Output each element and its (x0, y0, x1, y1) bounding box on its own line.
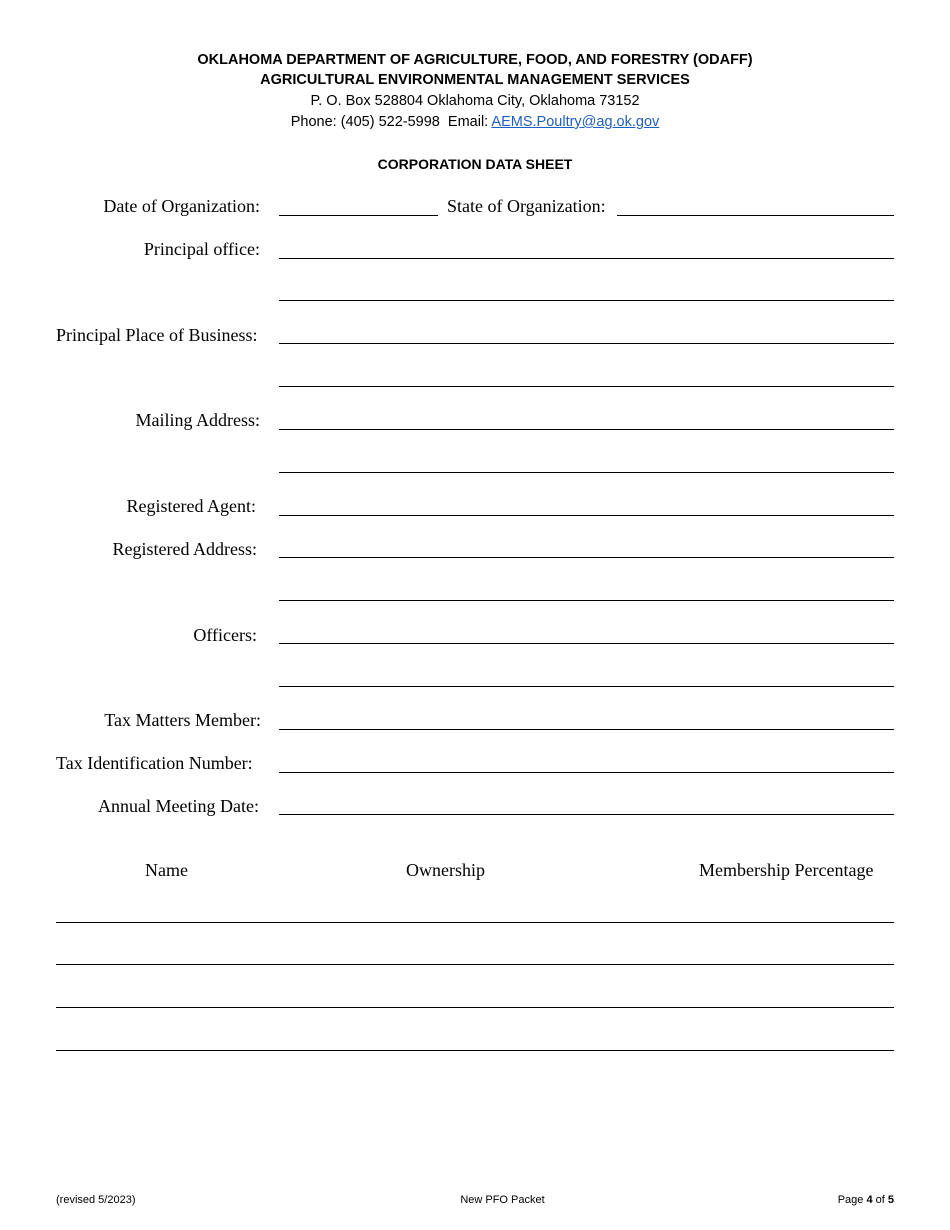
page-prefix: Page (837, 1194, 867, 1206)
date-of-organization-line[interactable] (279, 215, 438, 216)
annual-meeting-date-line[interactable] (279, 814, 894, 815)
annual-meeting-date-label: Annual Meeting Date: (98, 796, 259, 816)
agency-name: OKLAHOMA DEPARTMENT OF AGRICULTURE, FOOD, AND FORESTRY (ODAFF) (197, 52, 753, 68)
principal-place-of-business-line-1[interactable] (279, 343, 894, 344)
ownership-row-line-3[interactable] (56, 1007, 894, 1008)
registered-address-label: Registered Address: (112, 539, 257, 559)
division-name: AGRICULTURAL ENVIRONMENTAL MANAGEMENT SERVICES (260, 72, 690, 88)
principal-office-label: Principal office: (143, 239, 260, 259)
page-title: CORPORATION DATA SHEET (377, 156, 573, 172)
state-of-organization-line[interactable] (617, 215, 894, 216)
registered-address-line-2[interactable] (279, 600, 894, 601)
agency-address: P. O. Box 528804 Oklahoma City, Oklahoma 73152 (310, 93, 640, 109)
principal-office-line-2[interactable] (279, 300, 894, 301)
page-number (838, 1193, 894, 1207)
email-link[interactable]: AEMS.Poultry@ag.ok.gov (491, 114, 660, 130)
mailing-address-line-1[interactable] (279, 429, 894, 430)
registered-agent-label: Registered Agent: (126, 496, 256, 516)
state-of-organization-label: State of Organization: (447, 196, 606, 216)
tax-matters-member-line[interactable] (279, 729, 894, 730)
registered-address-line-1[interactable] (279, 557, 894, 558)
phone-text: Phone: (405) 522-5998 Email: (290, 114, 492, 130)
officers-line-2[interactable] (279, 686, 894, 687)
principal-office-line-1[interactable] (279, 258, 894, 259)
mailing-address-label: Mailing Address: (135, 410, 260, 430)
packet-name: New PFO Packet (460, 1194, 545, 1206)
ownership-row-line-1[interactable] (56, 922, 894, 923)
tax-matters-member-label: Tax Matters Member: (104, 710, 261, 730)
column-header-membership-percentage: Membership Percentage (699, 860, 874, 880)
officers-line-1[interactable] (279, 643, 894, 644)
officers-label: Officers: (193, 625, 257, 645)
ownership-row-line-4[interactable] (56, 1050, 894, 1051)
principal-place-of-business-label: Principal Place of Business: (56, 325, 258, 345)
mailing-address-line-2[interactable] (279, 472, 894, 473)
date-of-organization-label: Date of Organization: (103, 196, 260, 216)
contact-line (0, 112, 950, 132)
ownership-row-line-2[interactable] (56, 964, 894, 965)
page-current: 4 (866, 1194, 873, 1206)
registered-agent-line[interactable] (279, 515, 894, 516)
column-header-name: Name (145, 860, 188, 880)
column-header-ownership: Ownership (406, 860, 485, 880)
principal-place-of-business-line-2[interactable] (279, 386, 894, 387)
tax-identification-number-label: Tax Identification Number: (56, 753, 253, 773)
revision-note: (revised 5/2023) (56, 1194, 136, 1206)
page-total: 5 (887, 1194, 894, 1206)
page-of: of (872, 1194, 888, 1206)
tax-identification-number-line[interactable] (279, 772, 894, 773)
